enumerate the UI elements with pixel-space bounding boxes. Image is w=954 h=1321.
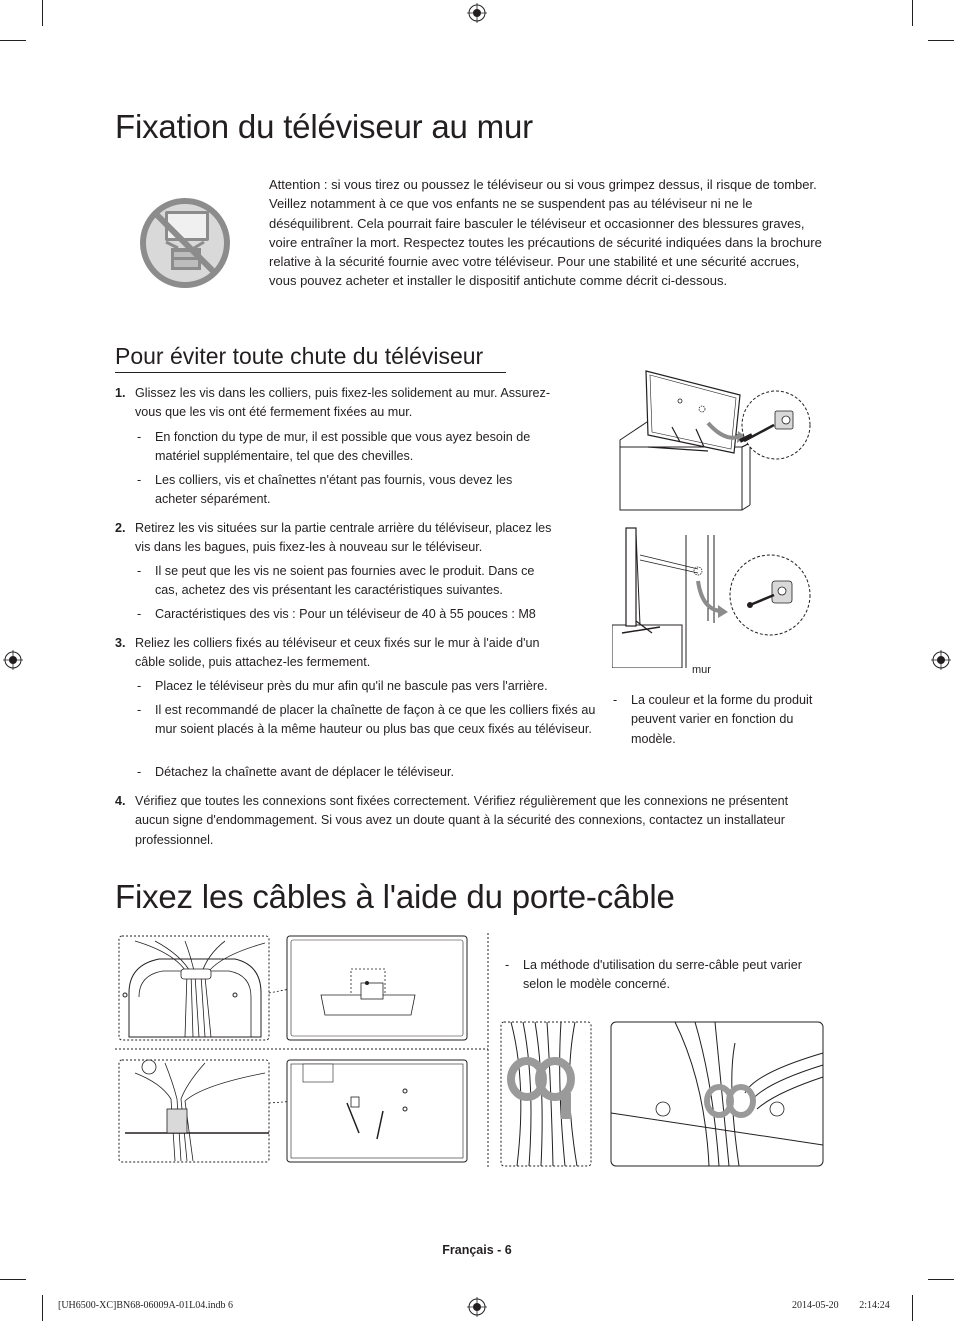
registration-mark-icon: [467, 1297, 487, 1317]
note-text: La méthode d'utilisation du serre-câble peut varier selon le modèle concerné.: [523, 958, 802, 992]
note-text: Il est recommandé de placer la chaînette de façon à ce que les colliers fixés au mur soient placés à la même hauteur ou plus bas que ceux fixés au téléviseur.: [155, 703, 596, 737]
step-2-note-1: [137, 562, 557, 601]
cable-holder-note: [505, 956, 825, 995]
step-text: Retirez les vis situées sur la partie centrale arrière du téléviseur, placez les vis dans les bagues, puis fixez-les à nouveau sur le téléviseur.: [135, 521, 552, 555]
bullet-dash: -: [137, 607, 142, 621]
note-text: Il se peut que les vis ne soient pas fournies avec le produit. Dans ce cas, achetez des vis présentant les caractéristiques suivantes.: [155, 564, 535, 598]
page-footer: Français - 6: [442, 1243, 512, 1257]
step-3-note-1: [137, 677, 597, 696]
print-slug-right: 2014-05-20 ￿￿ 2:14:24: [792, 1300, 890, 1311]
step-3-note-3: [137, 763, 577, 782]
step-4: [115, 792, 815, 850]
registration-mark-icon: [931, 650, 951, 670]
prohibition-icon: [138, 196, 232, 290]
bullet-dash: -: [137, 430, 142, 444]
note-text: En fonction du type de mur, il est possible que vous ayez besoin de matériel supplémentaire, tel que des chevilles.: [155, 430, 531, 464]
warning-text: Attention : si vous tirez ou poussez le téléviseur ou si vous grimpez dessus, il risque de tomber. Veillez notamment à ce que vos enfants ne se suspendent pas au téléviseur ni ne le déséquilibrent. Cela pourrait faire basculer le téléviseur et occasionner des blessures graves, voire entraîner la mort. Respectez toutes les précautions de sécurité indiquées dans la brochure relative à la sécurité fournie avec votre téléviseur. Pour une stabilité et une sécurité accrues, vous pouvez acheter et installer le dispositif antichute comme décrit ci-dessous.: [269, 177, 822, 289]
note-text: Caractéristiques des vis : Pour un téléviseur de 40 à 55 pouces : M8: [155, 607, 536, 621]
step-text: Vérifiez que toutes les connexions sont fixées correctement. Vérifiez régulièrement que les connexions ne présentent aucun signe d'endommagement. Si vous avez un doute quant à la sécurité des connexions, contactez un installateur professionnel.: [135, 794, 789, 847]
step-1-note-2: [137, 471, 557, 510]
tv-wall-mount-illustration: [612, 365, 814, 515]
note-text: Les colliers, vis et chaînettes n'étant pas fournis, vous devez les acheter séparément.: [155, 473, 513, 507]
crop-mark: [0, 40, 26, 41]
bullet-dash: -: [137, 564, 142, 578]
bullet-dash: -: [137, 679, 142, 693]
bullet-dash: -: [137, 765, 142, 779]
wall-label: mur: [692, 664, 711, 676]
step-text: Reliez les colliers fixés au téléviseur et ceux fixés sur le mur à l'aide d'un câble solide, puis attachez-les fermement.: [135, 636, 540, 670]
print-slug-left: [UH6500-XC]BN68-06009A-01L04.indb 6: [58, 1300, 233, 1311]
note-text: Détachez la chaînette avant de déplacer le téléviseur.: [155, 765, 454, 779]
product-variation-note: [613, 691, 828, 749]
crop-mark: [912, 0, 913, 26]
step-number: 4.: [115, 794, 126, 808]
crop-mark: [912, 1295, 913, 1321]
step-1-note-1: [137, 428, 557, 467]
step-number: 2.: [115, 521, 126, 535]
bullet-dash: -: [137, 473, 142, 487]
step-3-note-2: [137, 701, 599, 740]
bullet-dash: -: [137, 703, 142, 717]
registration-mark-icon: [3, 650, 23, 670]
step-number: 1.: [115, 386, 126, 400]
step-number: 3.: [115, 636, 126, 650]
crop-mark: [928, 40, 954, 41]
crop-mark: [928, 1279, 954, 1280]
note-text: Placez le téléviseur près du mur afin qu'il ne bascule pas vers l'arrière.: [155, 679, 548, 693]
crop-mark: [0, 1279, 26, 1280]
section-title-wall-mount: Fixation du téléviseur au mur: [115, 108, 533, 145]
tv-wall-chain-illustration: [612, 525, 814, 668]
bullet-dash: -: [613, 693, 618, 707]
step-3: [115, 634, 560, 673]
bullet-dash: -: [505, 958, 510, 972]
step-2-note-2: [137, 605, 577, 624]
subtitle-underline: [115, 372, 506, 373]
step-1: [115, 384, 560, 423]
crop-mark: [42, 1295, 43, 1321]
registration-mark-icon: [467, 3, 487, 23]
crop-mark: [42, 0, 43, 26]
subsection-title: Pour éviter toute chute du téléviseur: [115, 343, 484, 369]
step-text: Glissez les vis dans les colliers, puis fixez-les solidement au mur. Assurez-vous que les vis ont été fermement fixées au mur.: [135, 386, 551, 420]
note-text: La couleur et la forme du produit peuvent varier en fonction du modèle.: [631, 693, 813, 746]
section-title-cable-holder: Fixez les câbles à l'aide du porte-câble: [115, 878, 675, 915]
step-2: [115, 519, 560, 558]
